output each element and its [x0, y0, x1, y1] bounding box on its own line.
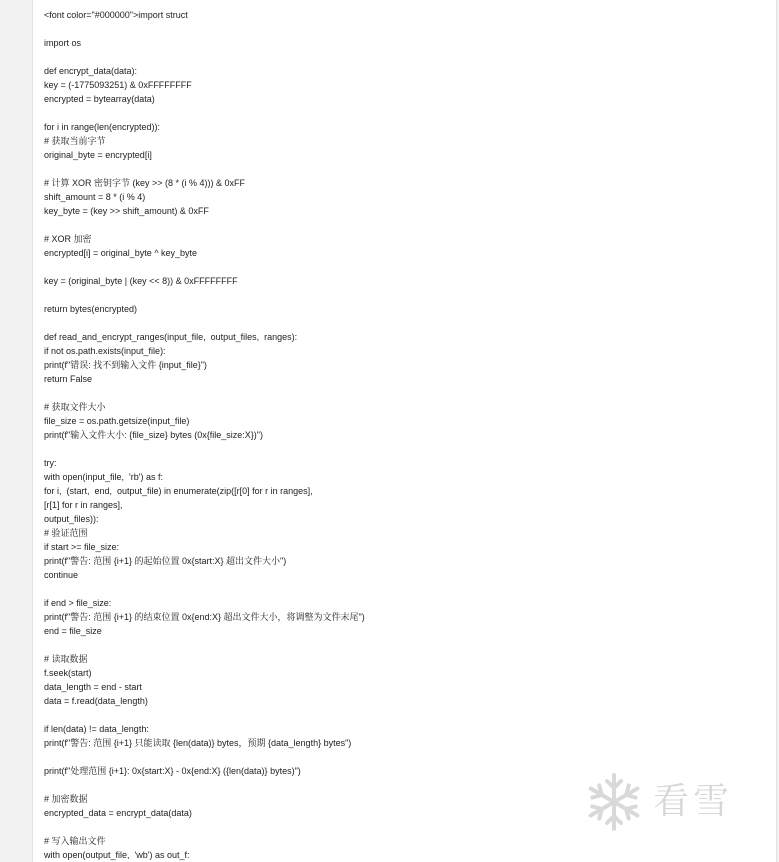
code-line: print(f"警告: 范围 {i+1} 的起始位置 0x{start:X} 超出文件大小") [44, 556, 287, 566]
code-line [44, 288, 764, 302]
code-line: # 验证范围 [44, 528, 88, 538]
code-line: if start >= file_size: [44, 542, 120, 552]
code-line: key = (-1775093251) & 0xFFFFFFFF [44, 80, 192, 90]
code-line [44, 162, 764, 176]
code-line: output_files)): [44, 514, 99, 524]
code-line [44, 638, 764, 652]
code-line [44, 22, 764, 36]
code-line: print(f"警告: 范围 {i+1} 的结束位置 0x{end:X} 超出文件大小，将调整为文件末尾") [44, 612, 365, 622]
code-line: encrypted[i] = original_byte ^ key_byte [44, 248, 198, 258]
code-line [44, 442, 764, 456]
code-line: if len(data) != data_length: [44, 724, 149, 734]
code-line: shift_amount = 8 * (i % 4) [44, 192, 146, 202]
code-line [44, 316, 764, 330]
code-line: return bytes(encrypted) [44, 304, 138, 314]
code-line [44, 386, 764, 400]
code-line: [r[1] for r in ranges], [44, 500, 123, 510]
code-line [44, 50, 764, 64]
code-line: <font color="#000000">import struct [44, 10, 188, 20]
code-line: encrypted = bytearray(data) [44, 94, 155, 104]
code-line: # 读取数据 [44, 654, 88, 664]
code-line: with open(input_file, 'rb') as f: [44, 472, 163, 482]
code-line: try: [44, 458, 57, 468]
code-line: for i in range(len(encrypted)): [44, 122, 161, 132]
code-line: key_byte = (key >> shift_amount) & 0xFF [44, 206, 209, 216]
code-line: # XOR 加密 [44, 234, 92, 244]
code-line: # 获取文件大小 [44, 402, 106, 412]
code-line: print(f"警告: 范围 {i+1} 只能读取 {len(data)} bytes，预期 {data_length} bytes") [44, 738, 352, 748]
code-line: original_byte = encrypted[i] [44, 150, 152, 160]
code-line: file_size = os.path.getsize(input_file) [44, 416, 190, 426]
code-line [44, 106, 764, 120]
code-line [44, 582, 764, 596]
watermark [583, 767, 758, 837]
code-line: print(f"处理范围 {i+1}: 0x{start:X} - 0x{end:X} ({len(data)} bytes)") [44, 766, 301, 776]
code-line: with open(output_file, 'wb') as out_f: [44, 850, 190, 860]
code-line [44, 218, 764, 232]
code-line: print(f"输入文件大小: {file_size} bytes (0x{file_size:X})") [44, 430, 263, 440]
code-line: for i, (start, end, output_file) in enumerate(zip([r[0] for r in ranges], [44, 486, 313, 496]
code-line: import os [44, 38, 82, 48]
code-line: f.seek(start) [44, 668, 92, 678]
code-line: # 计算 XOR 密钥字节 (key >> (8 * (i % 4))) & 0xFF [44, 178, 246, 188]
code-line [44, 750, 764, 764]
code-line: continue [44, 570, 79, 580]
code-line: def read_and_encrypt_ranges(input_file, output_files, ranges): [44, 332, 298, 342]
code-line: key = (original_byte | (key << 8)) & 0xFFFFFFFF [44, 276, 238, 286]
code-line [44, 260, 764, 274]
code-line: end = file_size [44, 626, 102, 636]
code-line: if end > file_size: [44, 598, 112, 608]
code-line: def encrypt_data(data): [44, 66, 138, 76]
code-line: return False [44, 374, 93, 384]
code-line: # 写入输出文件 [44, 836, 106, 846]
code-line: data = f.read(data_length) [44, 696, 148, 706]
code-line: # 加密数据 [44, 794, 88, 804]
snowflake-icon [583, 771, 645, 833]
code-line: encrypted_data = encrypt_data(data) [44, 808, 192, 818]
code-line [44, 708, 764, 722]
code-line: if not os.path.exists(input_file): [44, 346, 166, 356]
code-line: # 获取当前字节 [44, 136, 106, 146]
code-line: data_length = end - start [44, 682, 142, 692]
code-block [44, 8, 764, 862]
code-line: print(f"错误: 找不到输入文件 {input_file}") [44, 360, 207, 370]
watermark-text: 看雪 [653, 781, 734, 822]
left-gutter [0, 0, 32, 862]
